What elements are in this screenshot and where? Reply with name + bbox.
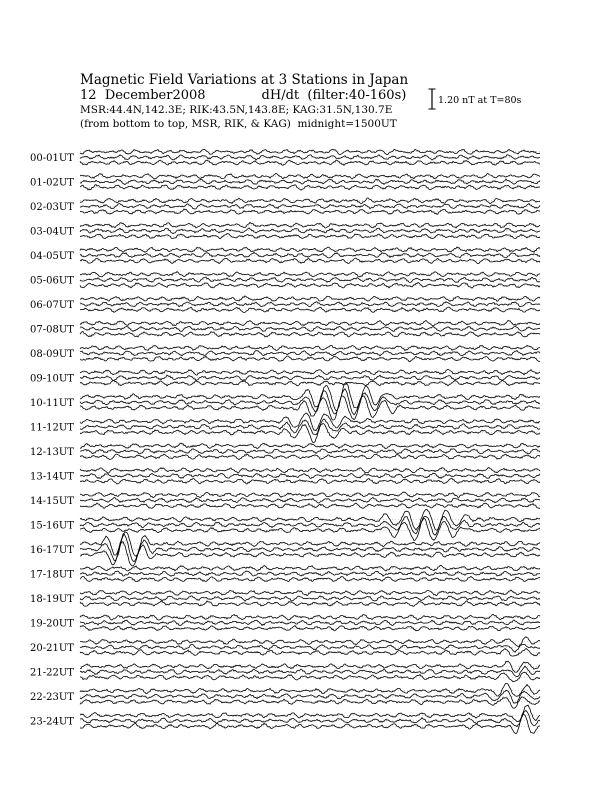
station-trace	[80, 596, 540, 601]
scale-bar	[428, 88, 438, 110]
chart-title: Magnetic Field Variations at 3 Stations in Japan	[80, 72, 409, 88]
hour-label: 00-01UT	[30, 152, 74, 164]
station-trace	[80, 714, 540, 733]
station-trace	[80, 296, 540, 301]
station-trace	[80, 649, 540, 657]
station-trace	[80, 710, 540, 726]
station-trace	[80, 644, 540, 652]
station-trace	[80, 620, 540, 626]
hour-label: 10-11UT	[30, 397, 74, 409]
station-trace	[80, 683, 540, 696]
hour-label: 12-13UT	[30, 446, 74, 458]
date-line	[80, 88, 406, 103]
quantity-text: dH/dt	[261, 88, 300, 103]
station-trace	[80, 252, 540, 258]
hour-label: 03-04UT	[30, 226, 74, 238]
station-trace	[80, 302, 540, 307]
station-trace	[80, 228, 540, 234]
station-trace	[80, 149, 540, 154]
hour-label: 19-20UT	[30, 618, 74, 630]
station-trace	[80, 565, 540, 571]
hour-label: 05-06UT	[30, 275, 74, 287]
station-trace	[80, 509, 540, 530]
station-trace	[80, 396, 540, 420]
station-trace	[80, 160, 540, 165]
hour-label: 08-09UT	[30, 348, 74, 360]
hour-label: 11-12UT	[30, 422, 74, 434]
hour-label: 07-08UT	[30, 324, 74, 336]
station-trace	[80, 382, 540, 410]
station-trace	[80, 601, 540, 607]
hour-label: 23-24UT	[30, 716, 74, 728]
hour-label: 20-21UT	[30, 642, 74, 654]
hour-label: 22-23UT	[30, 691, 74, 703]
hour-label: 02-03UT	[30, 201, 74, 213]
hour-label: 04-05UT	[30, 250, 74, 262]
station-trace	[80, 234, 540, 239]
station-trace	[80, 571, 540, 576]
station-trace	[80, 454, 540, 460]
hour-label: 16-17UT	[30, 544, 74, 556]
station-trace	[80, 478, 540, 484]
hour-label: 15-16UT	[30, 520, 74, 532]
scale-label: 1.20 nT at T=80s	[438, 95, 522, 106]
station-trace	[80, 614, 540, 620]
station-trace	[80, 666, 540, 677]
hour-label: 17-18UT	[30, 569, 74, 581]
station-order-line	[80, 118, 397, 130]
station-trace	[80, 375, 540, 381]
stations-line: MSR:44.4N,142.3E; RIK:43.5N,143.8E; KAG:31.5N,130.7E	[80, 104, 393, 116]
order-note: (from bottom to top, MSR, RIK, & KAG)	[80, 118, 291, 130]
hour-label: 06-07UT	[30, 299, 74, 311]
hour-label: 21-22UT	[30, 667, 74, 679]
station-trace	[80, 473, 540, 478]
station-trace	[80, 443, 540, 449]
filter-text: (filter:40-160s)	[307, 88, 407, 103]
station-trace	[80, 576, 540, 581]
midnight-note: midnight=1500UT	[297, 118, 397, 130]
hour-label: 18-19UT	[30, 593, 74, 605]
station-trace	[80, 697, 540, 708]
hour-label: 14-15UT	[30, 495, 74, 507]
day-text: 12	[80, 88, 97, 103]
hour-label: 13-14UT	[30, 471, 74, 483]
month-year-text: December2008	[104, 88, 206, 103]
hour-label: 01-02UT	[30, 177, 74, 189]
station-trace	[80, 542, 540, 566]
hour-label: 09-10UT	[30, 373, 74, 385]
